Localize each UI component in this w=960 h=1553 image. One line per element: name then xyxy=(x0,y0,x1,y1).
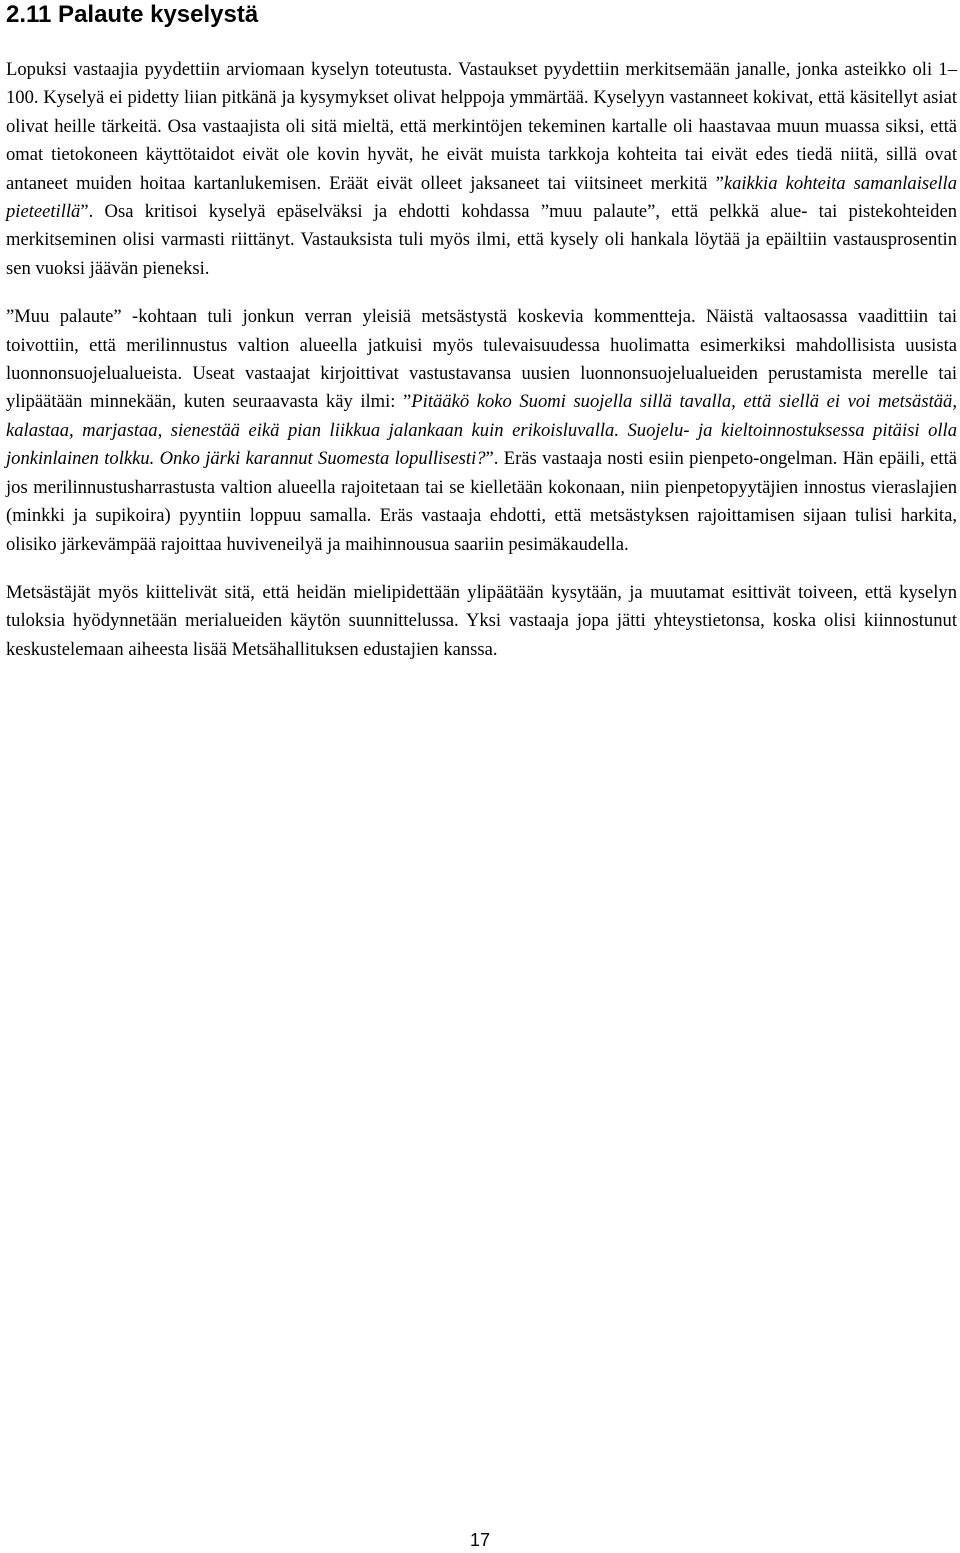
paragraph-survey-feedback xyxy=(6,56,957,283)
paragraph-hunters-thanks xyxy=(6,579,957,664)
document-page xyxy=(6,0,957,664)
paragraph-text: Metsästäjät myös kiittelivät sitä, että heidän mielipidettään ylipäätään kysytään, ja muutamat esittivät toiveen, että kyselyn tuloksia hyödynnetään merialueiden käytön suunnittelussa. Yksi vastaaja jopa jätti yhteystietonsa, koska olisi kiinnostunut keskustelemaan aiheesta lisää Metsähallituksen edustajien kanssa. xyxy=(6,581,957,660)
paragraph-text: ”. Osa kritisoi kyselyä epäselväksi ja ehdotti kohdassa ”muu palaute”, että pelkkä alue- tai pistekohteiden merkitseminen olisi varmasti riittänyt. Vastauksista tuli myös ilmi, että kysely oli hankala löytää ja epäiltiin vastausprosentin sen vuoksi jäävän pieneksi. xyxy=(6,201,957,279)
paragraph-text: ”Muu palaute” -kohtaan tuli jonkun verran yleisiä metsästystä koskevia kommentteja. Näistä valtaosassa vaadittiin tai toivottiin, että merilinnustus valtion alueella jatkuisi myös tulevaisuudessa huolimatta esimerkiksi mahdollisista uusista luonnonsuojelualueista. Useat vastaajat kirjoittivat vastustavansa uusien luonnonsuojelualueiden perustamista merelle tai ylipäätään minnekään, kuten seuraavasta käy ilmi: ” xyxy=(6,306,957,413)
page-number: 17 xyxy=(469,1530,491,1550)
quoted-comment: kaikkia kohteita samanlaisella pieteetillä xyxy=(6,172,957,223)
section-heading: 2.11 Palaute kyselystä xyxy=(6,1,259,28)
paragraph-other-feedback xyxy=(6,303,957,559)
paragraph-text: ”. Eräs vastaaja nosti esiin pienpeto-ongelman. Hän epäili, että jos merilinnustusharrastusta valtion alueella rajoitetaan tai se kielletään kokonaan, niin pienpetopyytäjien innostus vieraslajien (minkki ja supikoira) pyyntiin loppuu samalla. Eräs vastaaja ehdotti, että metsästyksen rajoittamisen sijaan tulisi harkita, olisiko järkevämpää rajoittaa huviveneilyä ja maihinnousua saariin pesimäkaudella. xyxy=(6,448,957,555)
quoted-comment: Pitääkö koko Suomi suojella sillä tavalla, että siellä ei voi metsästää, kalastaa, marjastaa, sienestää eikä pian liikkua jalankaan kuin erikoisluvalla. Suojelu- ja kieltoinnostuksessa pitäisi olla jonkinlainen tolkku. Onko järki karannut Suomesta lopullisesti? xyxy=(6,391,957,470)
paragraph-text: Lopuksi vastaajia pyydettiin arviomaan kyselyn toteutusta. Vastaukset pyydettiin merkitsemään janalle, jonka asteikko oli 1–100. Kyselyä ei pidetty liian pitkänä ja kysymykset olivat helppoja ymmärtää. Kyselyyn vastanneet kokivat, että käsitellyt asiat olivat heille tärkeitä. Osa vastaajista oli sitä mieltä, että merkintöjen tekeminen kartalle oli haastavaa muun muassa siksi, että omat tietokoneen käyttötaidot eivät ole kovin hyvät, he eivät muista tarkkoja kohteita tai eivät edes tiedä niitä, sillä ovat antaneet muiden hoitaa kartanlukemisen. Eräät eivät olleet jaksaneet tai viitsineet merkitä ” xyxy=(6,59,957,194)
